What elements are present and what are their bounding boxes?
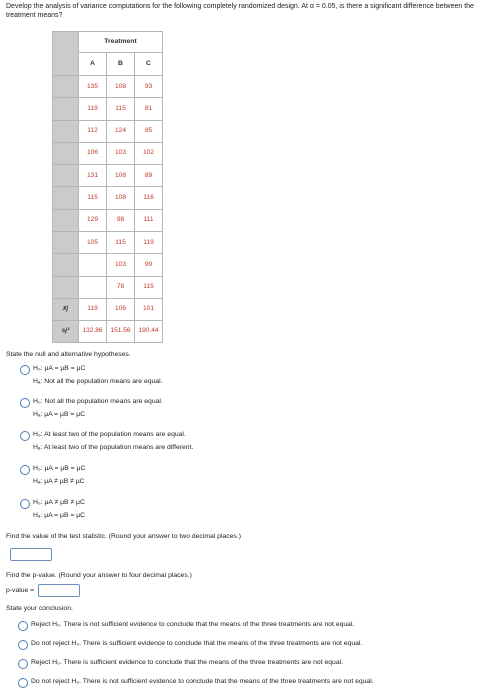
cell: 115: [135, 276, 163, 298]
hypothesis-option-4-radio[interactable]: [20, 465, 30, 475]
hypothesis-option-1-h0: H₀: μA = μB = μC: [33, 365, 86, 372]
cell: 102: [135, 142, 163, 164]
hypothesis-option-3-ha: Hₐ: At least two of the population means are different.: [33, 444, 194, 451]
conclusion-option-3-label: Reject H₀. There is sufficient evidence to conclude that the means of the three treatments are not equal.: [31, 659, 344, 666]
table-row: [53, 276, 163, 298]
variances-row: [53, 320, 163, 342]
column-header-a: A: [79, 53, 107, 76]
table-row: [53, 187, 163, 209]
cell: 108: [107, 165, 135, 187]
cell: 119: [79, 98, 107, 120]
cell: 119: [135, 232, 163, 254]
cell: 85: [135, 120, 163, 142]
cell: 81: [135, 98, 163, 120]
variance-b: 151.56: [107, 320, 135, 342]
p-value-input[interactable]: [38, 584, 80, 597]
hypothesis-option-2-radio[interactable]: [20, 398, 30, 408]
table-row: [53, 165, 163, 187]
table-row: [53, 209, 163, 231]
cell: 115: [79, 187, 107, 209]
hypothesis-option-5-radio[interactable]: [20, 499, 30, 509]
cell: 129: [79, 209, 107, 231]
table-corner: [53, 32, 79, 76]
treatment-table: [52, 31, 163, 343]
conclusion-option-3-radio[interactable]: [18, 659, 28, 669]
cell: 106: [79, 142, 107, 164]
mean-c: 101: [135, 298, 163, 320]
cell: 115: [107, 98, 135, 120]
question-text: Develop the analysis of variance computations for the following completely randomized design. At α = 0.05, is there a significant difference between the treatment means?: [6, 3, 474, 19]
table-row: [53, 232, 163, 254]
test-statistic-input[interactable]: [10, 548, 52, 561]
p-value-prompt: Find the p-value. (Round your answer to four decimal places.): [6, 572, 192, 579]
column-header-b: B: [107, 53, 135, 76]
conclusion-option-2-radio[interactable]: [18, 640, 28, 650]
test-statistic-prompt: Find the value of the test statistic. (Round your answer to two decimal places.): [6, 533, 241, 540]
cell: 111: [135, 209, 163, 231]
cell: 103: [107, 142, 135, 164]
mean-label: x̄j: [53, 298, 79, 320]
p-value-label: p-value =: [6, 587, 35, 594]
hypothesis-option-5-ha: Hₐ: μA = μB = μC: [33, 512, 86, 519]
hypothesis-option-4-ha: Hₐ: μA ≠ μB ≠ μC: [33, 478, 85, 485]
cell: [79, 254, 107, 276]
cell: 93: [135, 76, 163, 98]
table-row: [53, 76, 163, 98]
cell: 135: [79, 76, 107, 98]
variance-a: 132.86: [79, 320, 107, 342]
cell: 99: [135, 254, 163, 276]
cell: [79, 276, 107, 298]
cell: 103: [107, 254, 135, 276]
conclusion-option-4-radio[interactable]: [18, 678, 28, 688]
hypothesis-option-2-h0: H₀: Not all the population means are equal.: [33, 398, 163, 405]
group-header: Treatment: [79, 32, 163, 53]
variance-label: sj²: [53, 320, 79, 342]
hypothesis-option-3-radio[interactable]: [20, 431, 30, 441]
cell: 105: [79, 232, 107, 254]
mean-b: 106: [107, 298, 135, 320]
hypothesis-option-2-ha: Hₐ: μA = μB = μC: [33, 411, 86, 418]
cell: 116: [135, 187, 163, 209]
conclusion-option-1-radio[interactable]: [18, 621, 28, 631]
cell: 131: [79, 165, 107, 187]
conclusion-prompt: State your conclusion.: [6, 605, 73, 612]
hypothesis-option-1-ha: Hₐ: Not all the population means are equal.: [33, 378, 163, 385]
cell: 78: [107, 276, 135, 298]
cell: 112: [79, 120, 107, 142]
table-row: [53, 254, 163, 276]
hypothesis-option-3-h0: H₀: At least two of the population means are equal.: [33, 431, 186, 438]
table-row: [53, 142, 163, 164]
table-row: [53, 98, 163, 120]
means-row: [53, 298, 163, 320]
hypothesis-option-1-radio[interactable]: [20, 365, 30, 375]
hypotheses-prompt: State the null and alternative hypotheses.: [6, 351, 131, 358]
column-header-c: C: [135, 53, 163, 76]
hypothesis-option-4-h0: H₀: μA = μB = μC: [33, 465, 86, 472]
mean-a: 119: [79, 298, 107, 320]
conclusion-option-2-label: Do not reject H₀. There is sufficient evidence to conclude that the means of the three treatments are not equal.: [31, 640, 363, 647]
cell: 98: [107, 209, 135, 231]
hypothesis-option-5-h0: H₀: μA ≠ μB ≠ μC: [33, 499, 85, 506]
cell: 89: [135, 165, 163, 187]
conclusion-option-4-label: Do not reject H₀. There is not sufficient evidence to conclude that the means of the three treatments are not equal.: [31, 678, 374, 685]
cell: 108: [107, 76, 135, 98]
table-row: [53, 120, 163, 142]
variance-c: 190.44: [135, 320, 163, 342]
conclusion-option-1-label: Reject H₀. There is not sufficient evidence to conclude that the means of the three treatments are not equal.: [31, 621, 355, 628]
cell: 124: [107, 120, 135, 142]
cell: 115: [107, 232, 135, 254]
cell: 108: [107, 187, 135, 209]
